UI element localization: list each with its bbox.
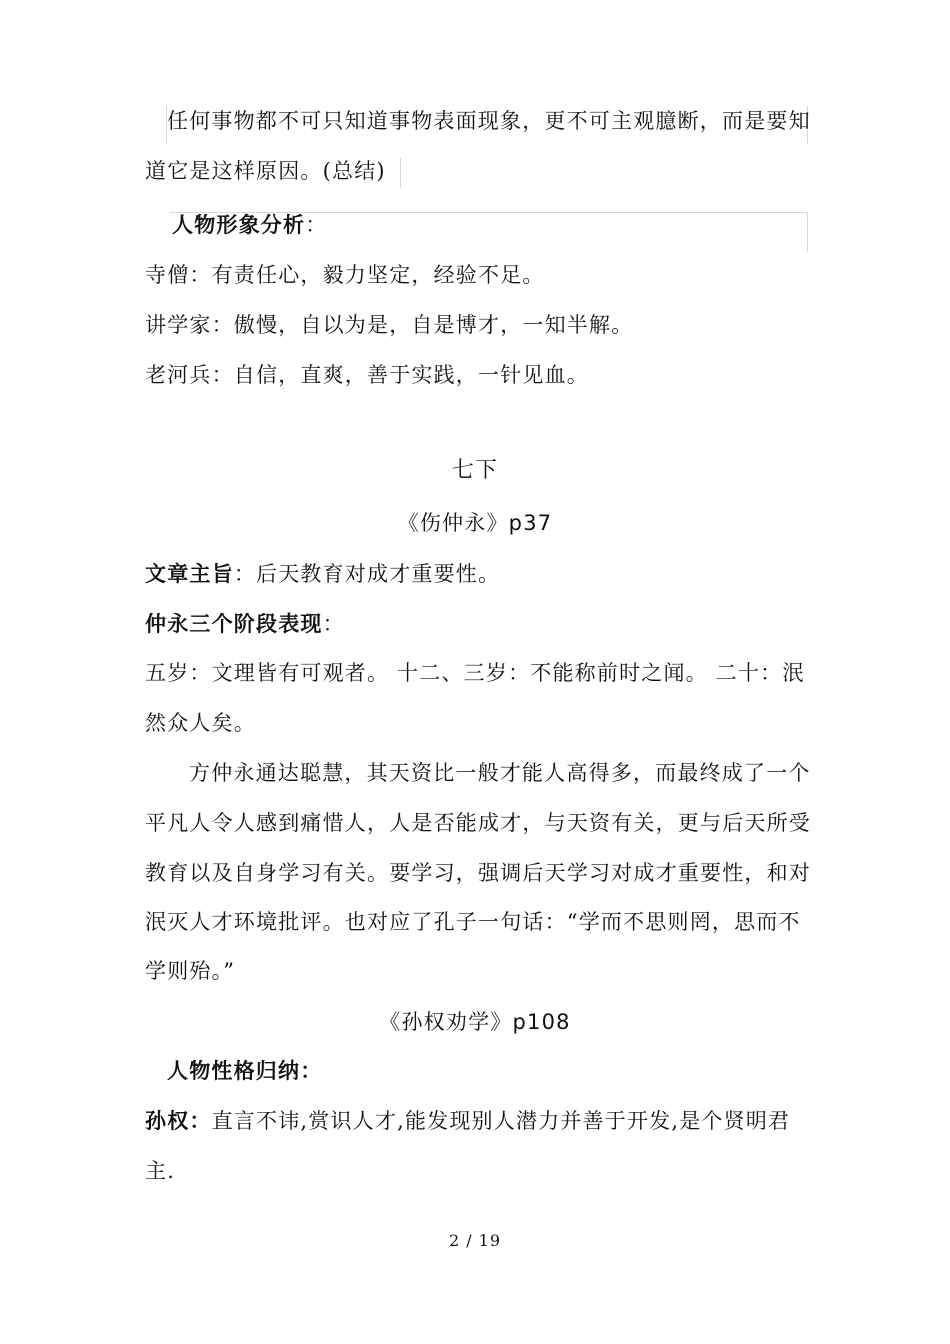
section-title: 七下 — [451, 458, 499, 483]
character-analysis-label: 人物形象分析 — [172, 212, 306, 237]
shangzhongyong-title-text: 《伤仲永》 — [397, 511, 509, 535]
paragraph-line-2: 平凡人令人感到痛惜人，人是否能成才，与天资有关，更与后天所受 — [145, 811, 811, 835]
textbox-border — [400, 158, 401, 188]
sunquan-page-ref: p108 — [512, 1010, 571, 1034]
character-analysis-heading — [172, 210, 327, 240]
shangzhongyong-title — [0, 508, 950, 538]
character-item-soldier: 老河兵：自信，直爽，善于实践，一针见血。 — [145, 363, 589, 387]
sunquan-desc-line-2: 主. — [145, 1159, 176, 1183]
paragraph-line-5: 学则殆。” — [145, 959, 236, 983]
summary-line-1: 任何事物都不可只知道事物表面现象，更不可主观臆断，而是要知 — [167, 109, 811, 133]
shangzhongyong-page-ref: p37 — [508, 511, 553, 535]
page-number: 2 / 19 — [448, 1231, 502, 1250]
stages-heading — [145, 609, 345, 639]
stages-label: 仲永三个阶段表现 — [145, 611, 323, 636]
theme-text: ：后天教育对成才重要性。 — [233, 562, 501, 586]
character-item-monk: 寺僧：有责任心，毅力坚定，经验不足。 — [145, 263, 545, 287]
paragraph-line-3: 教育以及自身学习有关。要学习，强调后天学习对成才重要性，和对 — [145, 861, 811, 885]
character-analysis-colon: ： — [305, 213, 328, 237]
sunquan-desc-text: 直言不讳,赏识人才,能发现别人潜力并善于开发,是个贤明君 — [211, 1109, 791, 1133]
theme-line — [145, 559, 500, 589]
paragraph-line-4: 泯灭人才环境批评。也对应了孔子一句话：“学而不思则罔，思而不 — [145, 910, 801, 934]
traits-heading: 人物性格归纳： — [167, 1058, 323, 1083]
paragraph-line-1: 方仲永通达聪慧，其天资比一般才能人高得多，而最终成了一个 — [189, 761, 811, 785]
stages-line-2: 然众人矣。 — [145, 711, 256, 735]
sunquan-name-label: 孙权： — [145, 1108, 212, 1133]
stages-line-1: 五岁：文理皆有可观者。 十二、三岁：不能称前时之闻。 二十：泯 — [145, 661, 805, 685]
sunquan-title — [0, 1007, 950, 1037]
stages-colon: ： — [322, 612, 345, 636]
textbox-border — [807, 212, 808, 252]
sunquan-title-text: 《孙权劝学》 — [379, 1010, 513, 1034]
character-item-scholar: 讲学家：傲慢，自以为是，自是博才，一知半解。 — [145, 313, 634, 337]
summary-line-2: 道它是这样原因。(总结) — [145, 159, 386, 183]
theme-label: 文章主旨 — [145, 561, 234, 586]
sunquan-desc-line-1 — [145, 1106, 790, 1136]
